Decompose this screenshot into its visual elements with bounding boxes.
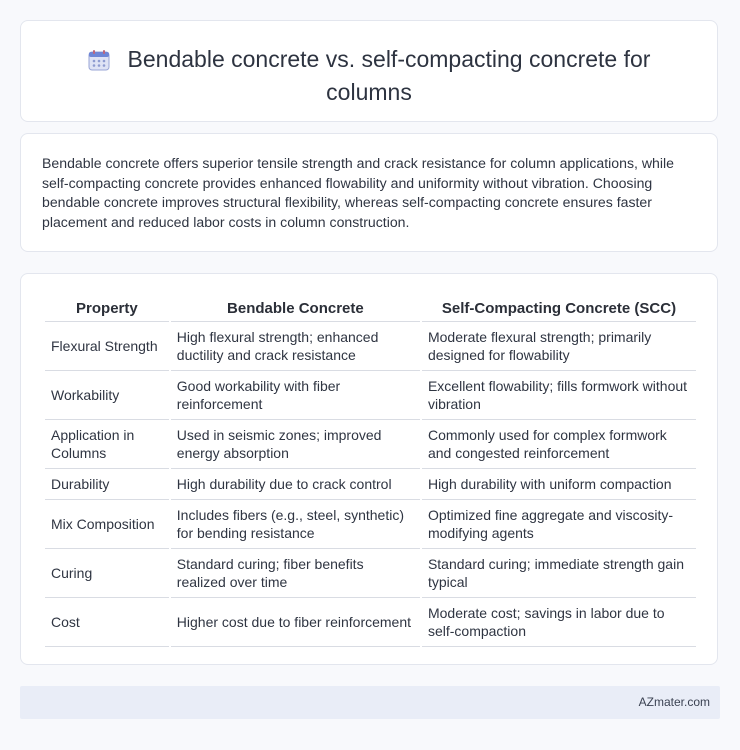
bendable-cell: Includes fibers (e.g., steel, synthetic) for bending resistance <box>171 500 420 549</box>
table-row <box>45 420 696 469</box>
bendable-cell: High flexural strength; enhanced ductility and crack resistance <box>171 322 420 371</box>
bendable-cell: High durability due to crack control <box>171 469 420 500</box>
title-card <box>20 20 718 122</box>
property-cell: Workability <box>45 371 169 420</box>
property-cell: Durability <box>45 469 169 500</box>
table-row <box>45 598 696 647</box>
summary-card <box>20 133 718 252</box>
scc-cell: Standard curing; immediate strength gain typical <box>422 549 696 598</box>
column-header-property: Property <box>45 295 169 322</box>
footer-brand[interactable]: AZmater.com <box>638 695 710 709</box>
bendable-cell: Higher cost due to fiber reinforcement <box>171 598 420 647</box>
comparison-table <box>43 295 698 647</box>
property-cell: Flexural Strength <box>45 322 169 371</box>
footer-bar <box>20 686 720 719</box>
bendable-cell: Good workability with fiber reinforcement <box>171 371 420 420</box>
table-row <box>45 500 696 549</box>
scc-cell: Moderate cost; savings in labor due to self-compaction <box>422 598 696 647</box>
property-cell: Curing <box>45 549 169 598</box>
page-title-text: Bendable concrete vs. self-compacting concrete for columns <box>127 46 651 105</box>
scc-cell: Optimized fine aggregate and viscosity-modifying agents <box>422 500 696 549</box>
scc-cell: Commonly used for complex formwork and congested reinforcement <box>422 420 696 469</box>
table-row <box>45 371 696 420</box>
scc-cell: Moderate flexural strength; primarily designed for flowability <box>422 322 696 371</box>
table-header-row <box>45 295 696 322</box>
column-header-scc: Self-Compacting Concrete (SCC) <box>422 295 696 322</box>
calendar-icon <box>88 49 110 78</box>
comparison-card <box>20 273 718 665</box>
scc-cell: Excellent flowability; fills formwork without vibration <box>422 371 696 420</box>
property-cell: Cost <box>45 598 169 647</box>
page-title <box>61 45 677 107</box>
scc-cell: High durability with uniform compaction <box>422 469 696 500</box>
column-header-bendable: Bendable Concrete <box>171 295 420 322</box>
table-row <box>45 549 696 598</box>
property-cell: Application in Columns <box>45 420 169 469</box>
bendable-cell: Standard curing; fiber benefits realized over time <box>171 549 420 598</box>
summary-text: Bendable concrete offers superior tensile strength and crack resistance for column applications, while self-compacting concrete provides enhanced flowability and uniformity without vibration. Choosing bendable concrete improves structural flexibility, whereas self-compacting concrete ensures faster placement and reduced labor costs in column construction. <box>42 155 674 230</box>
table-row <box>45 469 696 500</box>
property-cell: Mix Composition <box>45 500 169 549</box>
bendable-cell: Used in seismic zones; improved energy absorption <box>171 420 420 469</box>
table-row <box>45 322 696 371</box>
